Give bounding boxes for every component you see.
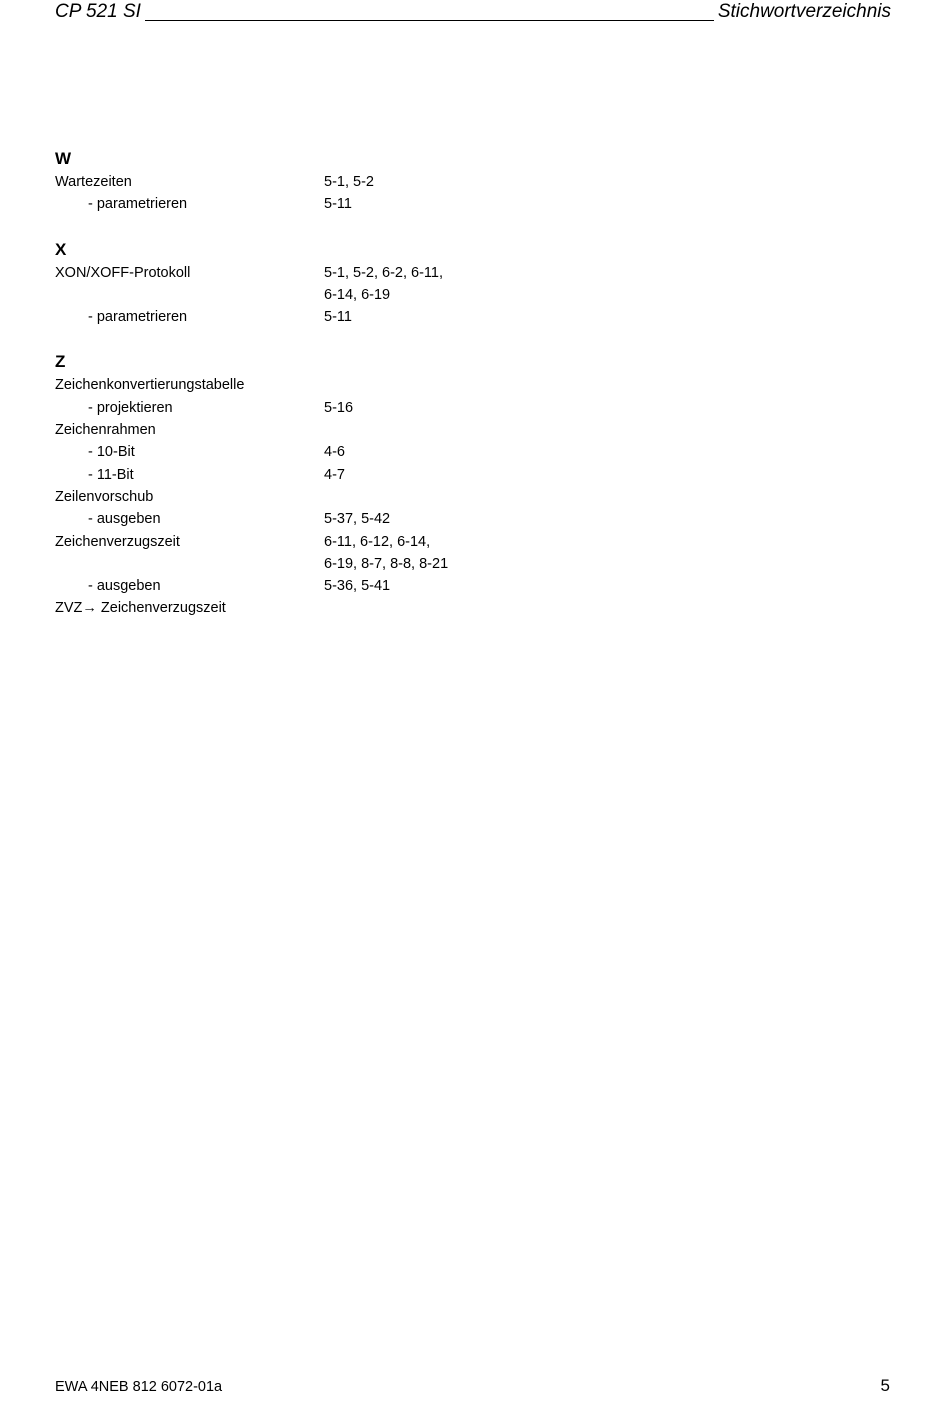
index-entry bbox=[55, 486, 655, 508]
index-term: Wartezeiten bbox=[55, 174, 132, 190]
index-page-refs: 5-11 bbox=[324, 196, 352, 213]
index-page-refs: 4-7 bbox=[324, 466, 345, 483]
page-header bbox=[55, 0, 891, 24]
index-subterm: - projektieren bbox=[88, 399, 173, 416]
index-entry bbox=[55, 284, 655, 306]
index-entry bbox=[55, 575, 655, 597]
index-term: Zeichenrahmen bbox=[55, 422, 156, 439]
index-entry bbox=[55, 397, 655, 419]
index-subterm: - ausgeben bbox=[88, 578, 161, 595]
index-term: ZVZ→ Zeichenverzugszeit bbox=[55, 600, 226, 617]
index-page-refs: 5-11 bbox=[324, 309, 352, 326]
index-entry bbox=[55, 508, 655, 530]
index-entry bbox=[55, 171, 655, 193]
index-entry bbox=[55, 553, 655, 575]
footer-page-number: 5 bbox=[880, 1376, 890, 1395]
index-entry bbox=[55, 193, 655, 215]
index-entry bbox=[55, 374, 655, 396]
index-entry bbox=[55, 464, 655, 486]
index-entry bbox=[55, 531, 655, 553]
index-page-refs: 6-19, 8-7, 8-8, 8-21 bbox=[324, 555, 449, 572]
header-title: CP 521 SI bbox=[55, 1, 141, 22]
index-term: XON/XOFF-Protokoll bbox=[55, 264, 191, 281]
footer-doc-id: EWA 4NEB 812 6072-01a bbox=[55, 1379, 223, 1395]
index-page-refs: 5-1, 5-2, 6-2, 6-11, bbox=[324, 264, 444, 281]
index-subterm: - ausgeben bbox=[88, 511, 161, 528]
index-page-refs: 5-36, 5-41 bbox=[324, 578, 391, 595]
index-subterm: - 10-Bit bbox=[88, 444, 135, 461]
index-term: Zeichenverzugszeit bbox=[55, 533, 180, 550]
index-letter-heading: W bbox=[55, 149, 72, 168]
index-subterm: - parametrieren bbox=[88, 196, 188, 213]
index-subterm: - parametrieren bbox=[88, 309, 188, 326]
index-entry bbox=[55, 597, 655, 619]
index-page-refs: 4-6 bbox=[324, 444, 345, 461]
index-page-refs: 5-1, 5-2 bbox=[324, 174, 374, 190]
index-entry bbox=[55, 306, 655, 328]
index-subterm: - 11-Bit bbox=[88, 466, 134, 483]
header-rule bbox=[145, 20, 714, 21]
keyword-index bbox=[55, 147, 655, 620]
index-letter-heading: X bbox=[55, 239, 67, 259]
index-entry bbox=[55, 441, 655, 463]
index-term: Zeichenkonvertierungstabelle bbox=[55, 377, 245, 394]
index-letter-heading: Z bbox=[55, 352, 66, 372]
header-section: Stichwortverzeichnis bbox=[717, 1, 891, 22]
index-page-refs: 5-16 bbox=[324, 399, 354, 416]
index-entry bbox=[55, 419, 655, 441]
index-page-refs: 6-14, 6-19 bbox=[324, 286, 391, 303]
index-page-refs: 6-11, 6-12, 6-14, bbox=[324, 533, 431, 550]
index-term: Zeilenvorschub bbox=[55, 488, 154, 505]
index-page-refs: 5-37, 5-42 bbox=[324, 511, 391, 528]
index-entry bbox=[55, 262, 655, 284]
